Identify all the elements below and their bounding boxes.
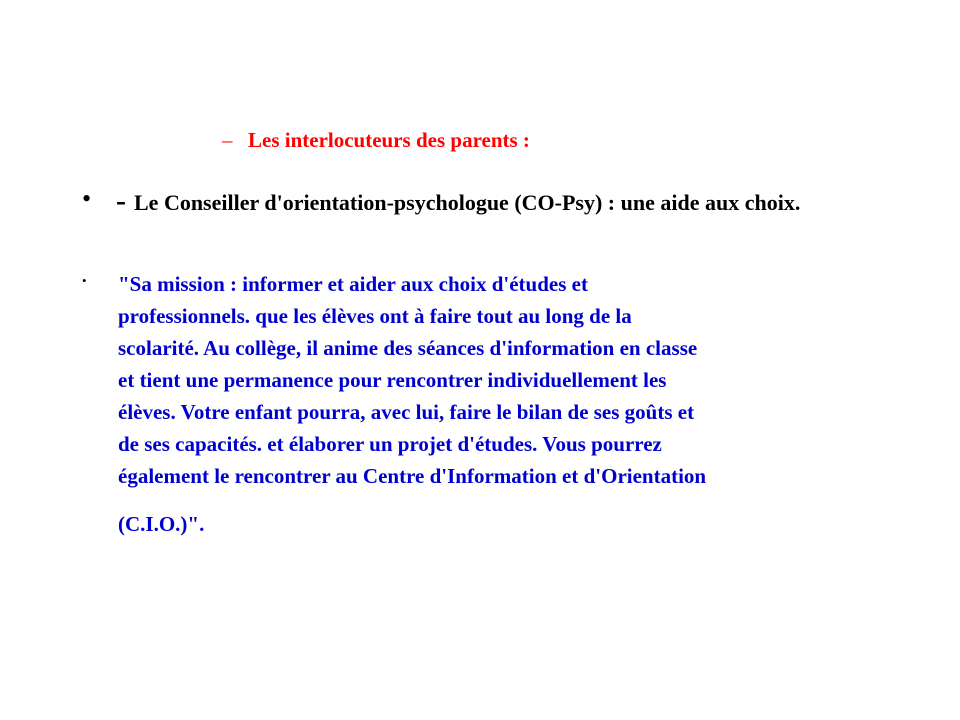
subheading-text: Les interlocuteurs des parents : [248, 128, 530, 152]
section-subheading [222, 128, 530, 153]
mission-quote [118, 268, 908, 540]
lead-dash: - [116, 184, 126, 217]
mission-quote-line: et tient une permanence pour rencontrer individuellement les [118, 368, 667, 392]
bullet-icon: • [82, 273, 87, 288]
mission-quote-line: scolarité. Au collège, il anime des séances d'information en classe [118, 336, 698, 360]
mission-quote-line: également le rencontrer au Centre d'Information et d'Orientation [118, 464, 707, 488]
mission-quote-line: de ses capacités. et élaborer un projet d'études. Vous pourrez [118, 432, 662, 456]
co-psy-text: Le Conseiller d'orientation-psychologue (CO-Psy) : une aide aux choix. [134, 190, 801, 215]
mission-quote-line: (C.I.O.)". [118, 512, 205, 536]
bullet-icon: • [82, 184, 92, 213]
mission-quote-line: "Sa mission : informer et aider aux choix d'études et [118, 272, 588, 296]
co-psy-paragraph [116, 184, 916, 219]
mission-quote-line: élèves. Votre enfant pourra, avec lui, faire le bilan de ses goûts et [118, 400, 695, 424]
mission-quote-line: professionnels. que les élèves ont à faire tout au long de la [118, 304, 632, 328]
subheading-dash: – [222, 128, 233, 152]
